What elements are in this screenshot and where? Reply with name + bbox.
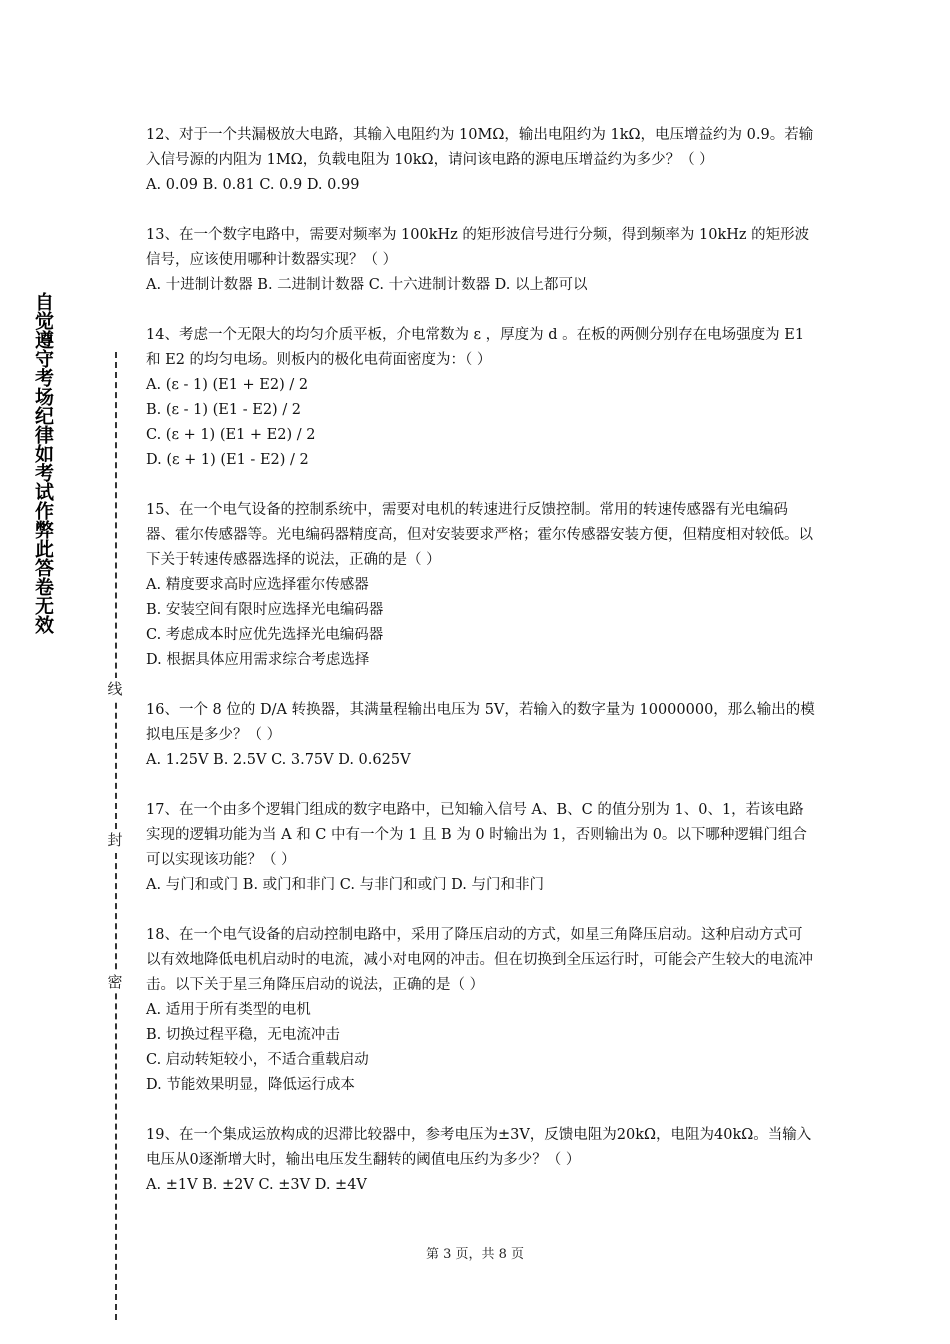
answer-option: B. 切换过程平稳，无电流冲击 [146,1027,340,1043]
question-stem: 12、对于一个共漏极放大电路，其输入电阻约为 10MΩ，输出电阻约为 1kΩ，电压增益约为 0.9。若输入信号源的内阻为 1MΩ，负载电阻为 10kΩ，请问该电路的源电压增益约为多少？（ ） [146,127,814,168]
question-block [146,1123,816,1198]
answer-option: C. (ε + 1) (E1 + E2) / 2 [146,427,316,443]
binding-label-seal: 封 [105,829,125,851]
question-block [146,923,816,1098]
page-number-footer: 第 3 页，共 8 页 [425,1247,525,1262]
answer-option: A. ±1V B. ±2V C. ±3V D. ±4V [146,1177,367,1193]
binding-label-line: 线 [105,678,125,700]
question-block [146,498,816,673]
question-block [146,698,816,773]
answer-option: A. 0.09 B. 0.81 C. 0.9 D. 0.99 [146,177,360,193]
answer-option: D. (ε + 1) (E1 - E2) / 2 [146,452,309,468]
answer-option: A. (ε - 1) (E1 + E2) / 2 [146,377,309,393]
answer-option: C. 考虑成本时应优先选择光电编码器 [146,627,384,643]
question-stem: 18、在一个电气设备的启动控制电路中，采用了降压启动的方式，如星三角降压启动。这种启动方式可以有效地降低电机启动时的电流，减小对电网的冲击。但在切换到全压运行时，可能会产生较大的电流冲击。以下关于星三角降压启动的说法，正确的是（ ） [146,927,813,993]
question-stem: 14、考虑一个无限大的均匀介质平板，介电常数为 ε ，厚度为 d 。在板的两侧分别存在电场强度为 E1 和 E2 的均匀电场。则板内的极化电荷面密度为：（ ） [146,327,809,368]
exam-discipline-slogan: 自觉遵守考场纪律如考试作弊此答卷无效 [32,292,54,634]
answer-option: A. 与门和或门 B. 或门和非门 C. 与非门和或门 D. 与门和非门 [146,877,545,893]
answer-option: A. 1.25V B. 2.5V C. 3.75V D. 0.625V [146,752,411,768]
answer-option: B. (ε - 1) (E1 - E2) / 2 [146,402,302,418]
question-stem: 16、一个 8 位的 D/A 转换器，其满量程输出电压为 5V，若输入的数字量为 10000000，那么输出的模拟电压是多少？（ ） [146,702,815,743]
question-stem: 19、在一个集成运放构成的迟滞比较器中，参考电压为±3V，反馈电阻为20kΩ，电阻为40kΩ。当输入电压从0逐渐增大时，输出电压发生翻转的阈值电压约为多少？（ ） [146,1127,812,1168]
question-block [146,123,816,198]
question-stem: 15、在一个电气设备的控制系统中，需要对电机的转速进行反馈控制。常用的转速传感器有光电编码器、霍尔传感器等。光电编码器精度高，但对安装要求严格；霍尔传感器安装方便，但精度相对较低。以下关于转速传感器选择的说法，正确的是（ ） [146,502,813,568]
question-list [146,123,816,1223]
question-stem: 17、在一个由多个逻辑门组成的数字电路中，已知输入信号 A、B、C 的值分别为 1、0、1，若该电路实现的逻辑功能为当 A 和 C 中有一个为 1 且 B 为 0 时输出为 1，否则输出为 0。以下哪种逻辑门组合可以实现该功能？（ ） [146,802,807,868]
answer-option: C. 启动转矩较小，不适合重载启动 [146,1052,369,1068]
answer-option: A. 十进制计数器 B. 二进制计数器 C. 十六进制计数器 D. 以上都可以 [146,277,588,293]
question-stem: 13、在一个数字电路中，需要对频率为 100kHz 的矩形波信号进行分频，得到频率为 10kHz 的矩形波信号，应该使用哪种计数器实现？（ ） [146,227,810,268]
answer-option: A. 精度要求高时应选择霍尔传感器 [146,577,369,593]
answer-option: D. 节能效果明显，降低运行成本 [146,1077,355,1093]
binding-label-secret: 密 [105,971,125,993]
answer-option: D. 根据具体应用需求综合考虑选择 [146,652,370,668]
question-block [146,323,816,473]
answer-option: B. 安装空间有限时应选择光电编码器 [146,602,384,618]
question-block [146,223,816,298]
question-block [146,798,816,898]
answer-option: A. 适用于所有类型的电机 [146,1002,311,1018]
